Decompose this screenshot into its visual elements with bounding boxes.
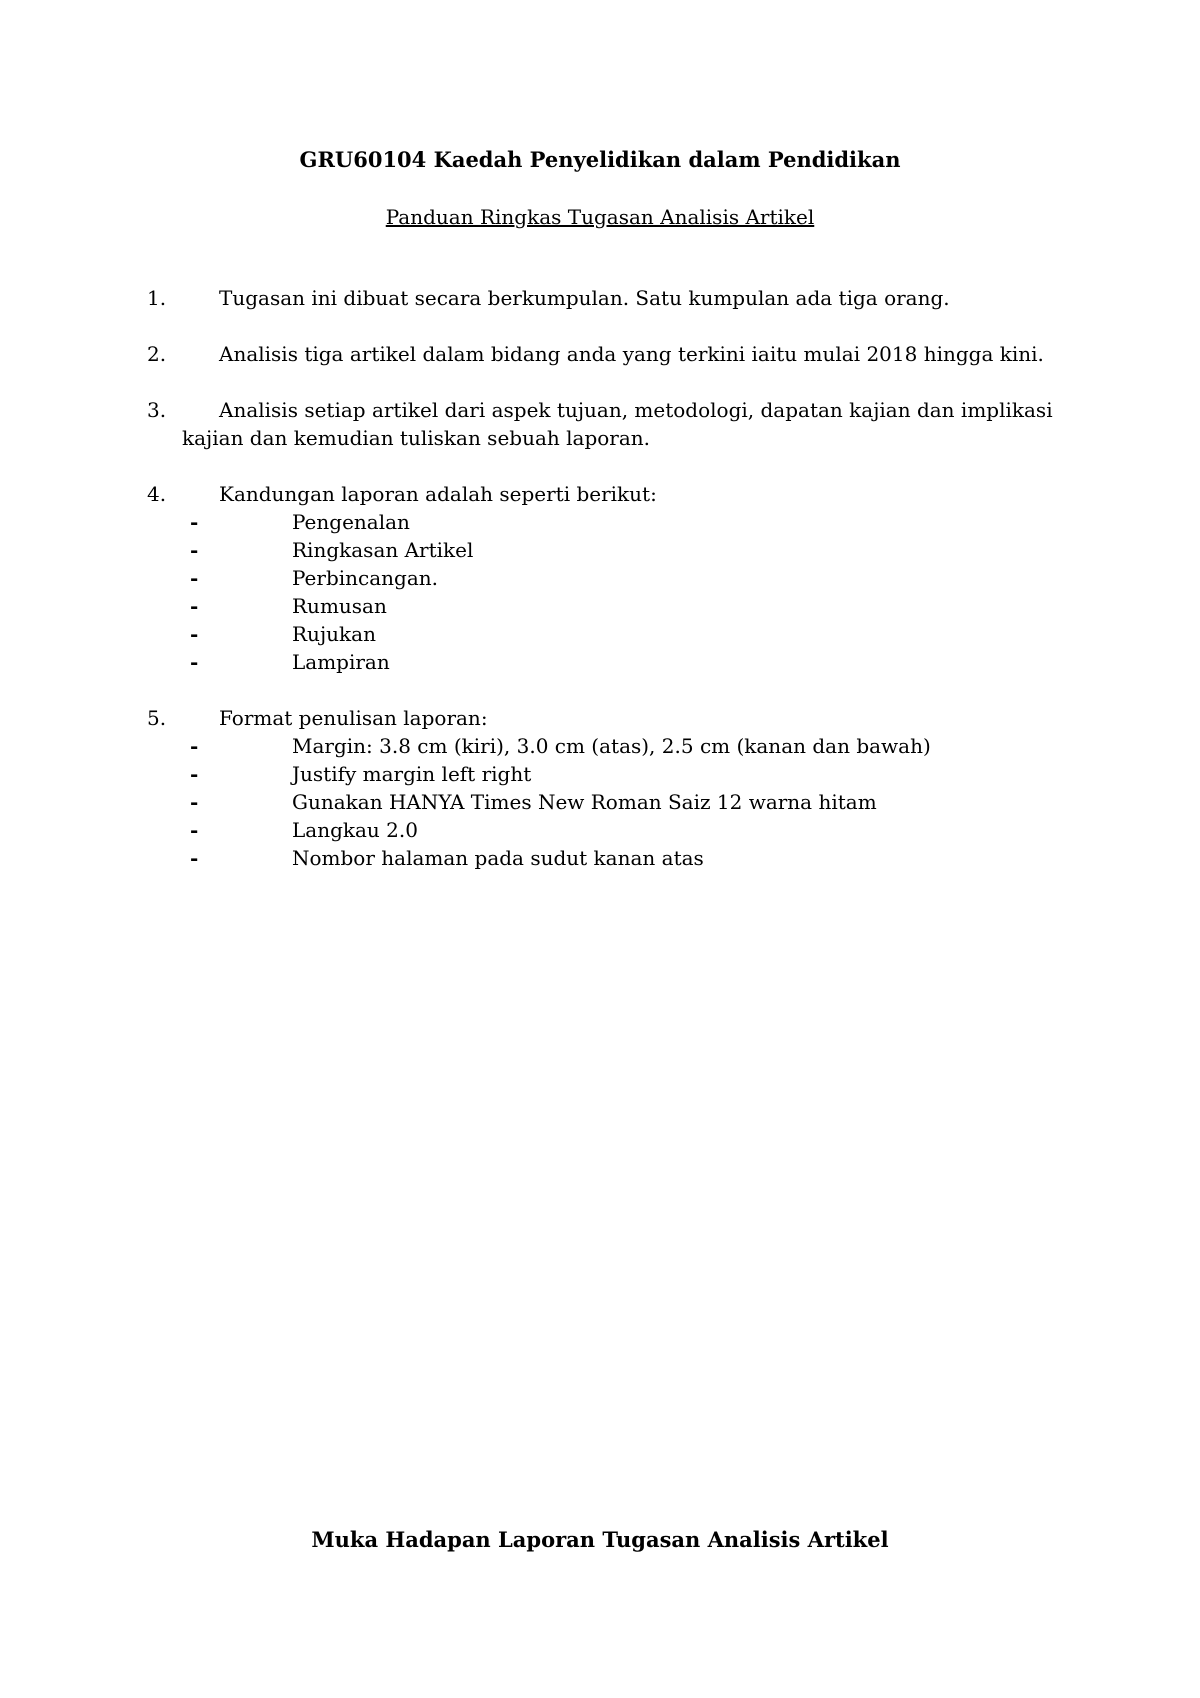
item-text: Kandungan laporan adalah seperti berikut:: [219, 482, 657, 506]
document-title: GRU60104 Kaedah Penyelidikan dalam Pendidikan: [299, 147, 901, 172]
list-item-5: [0, 704, 1200, 872]
sub-item-text: Ringkasan Artikel: [292, 538, 474, 562]
item-text: Format penulisan laporan:: [219, 706, 488, 730]
dash-bullet: -: [190, 538, 199, 562]
list-item-3: [0, 396, 1200, 452]
item-text: Analisis tiga artikel dalam bidang anda yang terkini iaitu mulai 2018 hingga kini.: [219, 342, 1044, 366]
sub-item-text: Rujukan: [292, 622, 376, 646]
dash-bullet: -: [190, 510, 199, 534]
sub-item-text: Langkau 2.0: [292, 818, 418, 842]
sub-item-text: Perbincangan.: [292, 566, 439, 590]
sub-item: [0, 788, 1200, 816]
sub-item-text: Gunakan HANYA Times New Roman Saiz 12 warna hitam: [292, 790, 877, 814]
item-text-continuation: kajian dan kemudian tuliskan sebuah laporan.: [182, 426, 651, 450]
list-item-2: [0, 340, 1200, 368]
sub-item-text: Rumusan: [292, 594, 387, 618]
item-number: 2.: [147, 342, 167, 366]
dash-bullet: -: [190, 734, 199, 758]
sub-item-text: Margin: 3.8 cm (kiri), 3.0 cm (atas), 2.5 cm (kanan dan bawah): [292, 734, 931, 758]
dash-bullet: -: [190, 622, 199, 646]
item-number: 1.: [147, 286, 167, 310]
dash-bullet: -: [190, 650, 199, 674]
sub-item-text: Pengenalan: [292, 510, 410, 534]
dash-bullet: -: [190, 846, 199, 870]
sub-item: [0, 648, 1200, 676]
cover-page-heading: Muka Hadapan Laporan Tugasan Analisis Artikel: [311, 1527, 889, 1552]
item-text: Analisis setiap artikel dari aspek tujuan, metodologi, dapatan kajian dan implikasi: [219, 398, 1053, 422]
item-number: 4.: [147, 482, 167, 506]
sub-item-text: Nombor halaman pada sudut kanan atas: [292, 846, 704, 870]
document-subtitle: Panduan Ringkas Tugasan Analisis Artikel: [385, 205, 815, 229]
sub-item-text: Justify margin left right: [292, 762, 532, 786]
sub-item: [0, 844, 1200, 872]
dash-bullet: -: [190, 594, 199, 618]
sub-item: [0, 620, 1200, 648]
sub-item: [0, 536, 1200, 564]
instruction-list: [0, 284, 1200, 900]
dash-bullet: -: [190, 762, 199, 786]
item-text: Tugasan ini dibuat secara berkumpulan. Satu kumpulan ada tiga orang.: [219, 286, 950, 310]
dash-bullet: -: [190, 818, 199, 842]
sub-item: [0, 564, 1200, 592]
sub-item: [0, 816, 1200, 844]
sub-item: [0, 732, 1200, 760]
item-number: 3.: [147, 398, 167, 422]
dash-bullet: -: [190, 566, 199, 590]
sub-item: [0, 508, 1200, 536]
sub-item: [0, 760, 1200, 788]
list-item-4: [0, 480, 1200, 676]
sub-item: [0, 592, 1200, 620]
list-item-1: [0, 284, 1200, 312]
dash-bullet: -: [190, 790, 199, 814]
item-number: 5.: [147, 706, 167, 730]
sub-item-text: Lampiran: [292, 650, 390, 674]
